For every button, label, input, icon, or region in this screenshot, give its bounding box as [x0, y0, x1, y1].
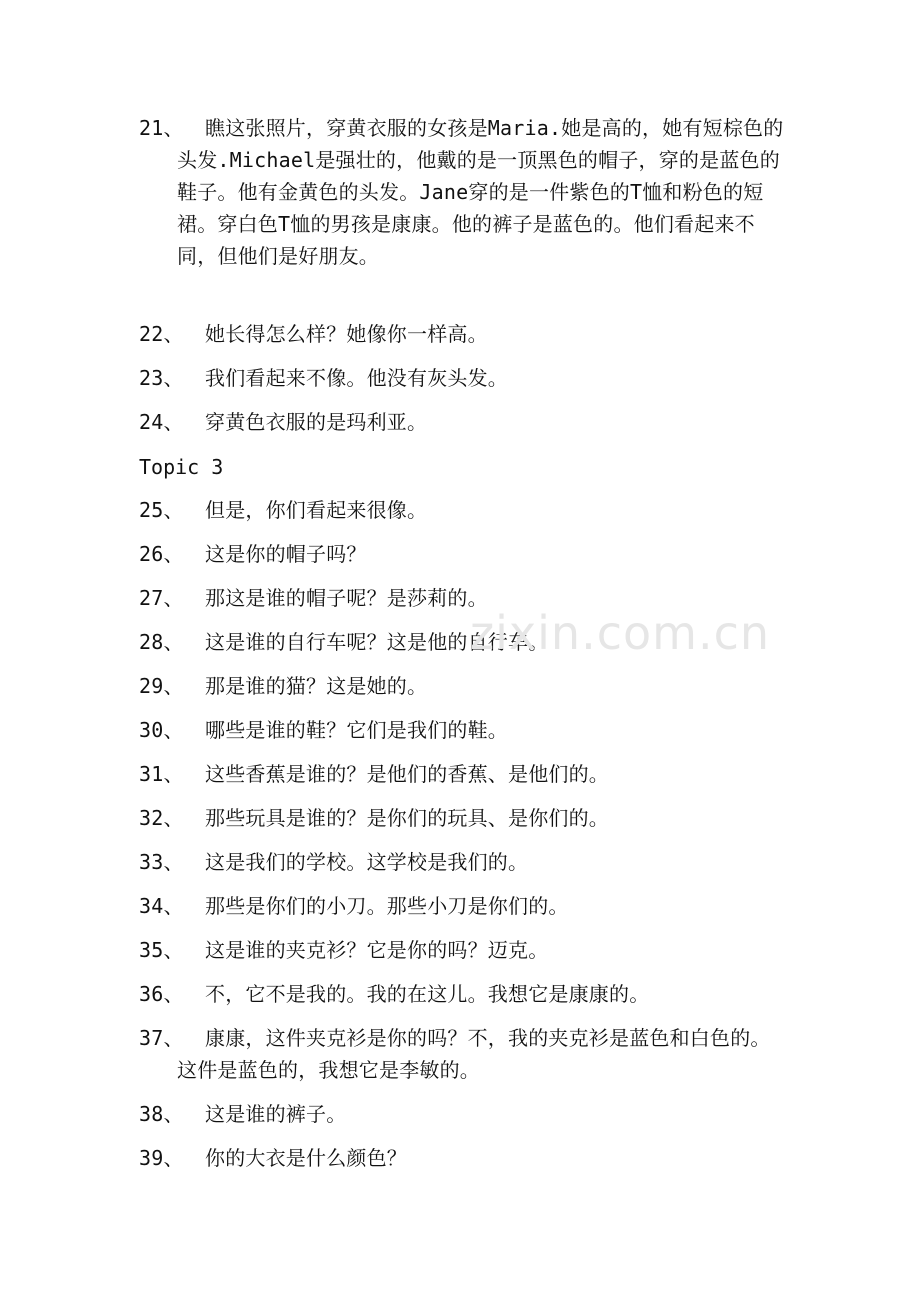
list-item-31: [139, 758, 789, 790]
item-text: 她长得怎么样？她像你一样高。: [205, 322, 488, 346]
item-text: 不，它不是我的。我的在这儿。我想它是康康的。: [205, 982, 650, 1006]
item-number: 31、: [139, 762, 184, 786]
item-number: 25、: [139, 498, 184, 522]
list-item-39: [139, 1142, 789, 1174]
list-item-22: [139, 318, 789, 350]
list-item-25: [139, 494, 789, 526]
item-text: 我们看起来不像。他没有灰头发。: [205, 366, 508, 390]
item-number: 37、: [139, 1026, 184, 1050]
list-item-38: [139, 1098, 789, 1130]
list-item-24: [139, 406, 789, 438]
item-text: 但是，你们看起来很像。: [205, 498, 428, 522]
item-text: 那些玩具是谁的？是你们的玩具、是你们的。: [205, 806, 609, 830]
list-item-32: [139, 802, 789, 834]
item-number: 24、: [139, 410, 184, 434]
item-number: 26、: [139, 542, 184, 566]
watermark: zixin.com.cn: [470, 606, 771, 660]
item-number: 36、: [139, 982, 184, 1006]
item-text: 康康，这件夹克衫是你的吗？不，我的夹克衫是蓝色和白色的。这件是蓝色的，我想它是李敏的。: [177, 1026, 771, 1082]
item-number: 32、: [139, 806, 184, 830]
list-item-33: [139, 846, 789, 878]
item-text: 这是谁的自行车呢？这是他的自行车。: [205, 630, 549, 654]
list-item-29: [139, 670, 789, 702]
item-text: 你的大衣是什么颜色？: [205, 1146, 407, 1170]
list-item-36: [139, 978, 789, 1010]
item-number: 35、: [139, 938, 184, 962]
item-number: 38、: [139, 1102, 184, 1126]
item-number: 22、: [139, 322, 184, 346]
item-text: 穿黄色衣服的是玛利亚。: [205, 410, 428, 434]
item-number: 21、: [139, 116, 184, 140]
item-number: 23、: [139, 366, 184, 390]
item-text: 这是谁的夹克衫？它是你的吗？迈克。: [205, 938, 549, 962]
item-text: 这是谁的裤子。: [205, 1102, 347, 1126]
list-item-34: [139, 890, 789, 922]
section-heading: Topic 3: [139, 455, 224, 479]
item-number: 33、: [139, 850, 184, 874]
item-text: 瞧这张照片，穿黄衣服的女孩是Maria.她是高的，她有短棕色的头发.Michael是强壮的，他戴的是一顶黑色的帽子，穿的是蓝色的鞋子。他有金黄色的头发。Jane穿的是一件紫色的T恤和粉色的短裙。穿白色T恤的男孩是康康。他的裤子是蓝色的。他们看起来不同，但他们是好朋友。: [177, 116, 784, 268]
item-text: 这些香蕉是谁的？是他们的香蕉、是他们的。: [205, 762, 609, 786]
item-number: 28、: [139, 630, 184, 654]
item-number: 29、: [139, 674, 184, 698]
item-text: 那些是你们的小刀。那些小刀是你们的。: [205, 894, 569, 918]
item-number: 34、: [139, 894, 184, 918]
list-item-30: [139, 714, 789, 746]
item-text: 这是你的帽子吗？: [205, 542, 367, 566]
list-item-37: [139, 1022, 789, 1086]
item-number: 27、: [139, 586, 184, 610]
list-item-35: [139, 934, 789, 966]
list-item-23: [139, 362, 789, 394]
item-text: 那这是谁的帽子呢？是莎莉的。: [205, 586, 488, 610]
list-item-26: [139, 538, 789, 570]
item-number: 39、: [139, 1146, 184, 1170]
list-item-21: [139, 112, 789, 272]
item-text: 这是我们的学校。这学校是我们的。: [205, 850, 529, 874]
item-text: 哪些是谁的鞋？它们是我们的鞋。: [205, 718, 508, 742]
list-item-28: [139, 626, 789, 658]
item-text: 那是谁的猫？这是她的。: [205, 674, 428, 698]
list-item-27: [139, 582, 789, 614]
item-number: 30、: [139, 718, 184, 742]
